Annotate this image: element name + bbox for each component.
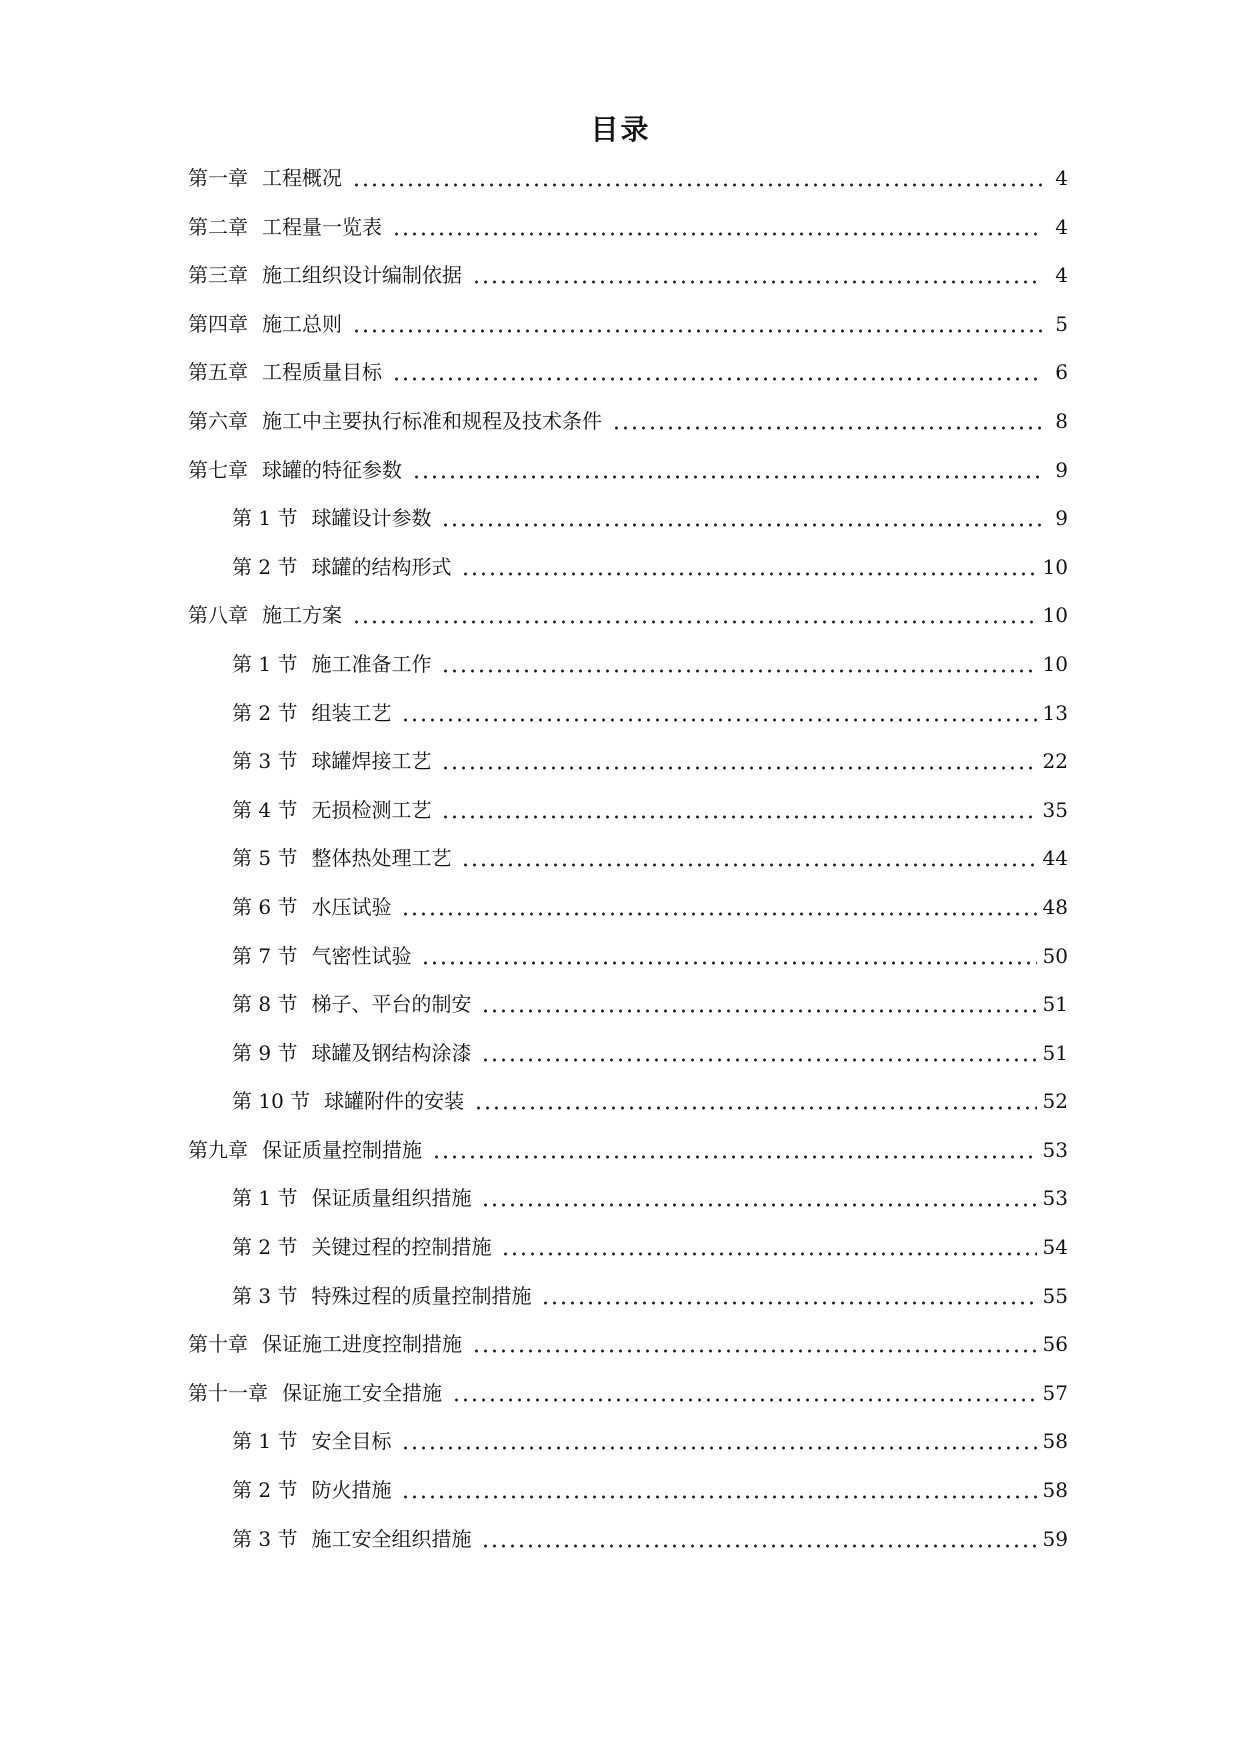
- toc-page-number: 55: [1042, 1283, 1068, 1308]
- toc-dot-leader: [461, 846, 1036, 870]
- toc-entry-title: 保证施工进度控制措施: [262, 1332, 462, 1357]
- toc-page-number: 4: [1055, 166, 1068, 190]
- toc-entry-number: 第 8 节: [232, 992, 298, 1017]
- toc-section-entry[interactable]: [188, 1527, 1068, 1576]
- toc-page-number: 50: [1042, 943, 1068, 968]
- toc-chapter-entry[interactable]: [188, 166, 1068, 215]
- toc-entry-number: 第 4 节: [232, 797, 298, 822]
- toc-dot-leader: [392, 215, 1042, 239]
- toc-entry-number: 第 3 节: [232, 1283, 298, 1308]
- toc-section-entry[interactable]: [188, 798, 1068, 847]
- toc-section-entry[interactable]: [188, 992, 1068, 1041]
- toc-entry-number: 第二章: [188, 214, 248, 239]
- toc-section-entry[interactable]: [188, 506, 1068, 555]
- toc-section-entry[interactable]: [188, 1284, 1068, 1333]
- toc-entry-number: 第七章: [188, 457, 248, 482]
- toc-list: [188, 166, 1068, 1575]
- toc-section-entry[interactable]: [188, 846, 1068, 895]
- toc-entry-number: 第 1 节: [232, 651, 298, 676]
- toc-entry-number: 第 7 节: [232, 943, 298, 968]
- toc-entry-title: 球罐及钢结构涂漆: [311, 1040, 472, 1065]
- toc-dot-leader: [441, 652, 1036, 676]
- toc-entry-number: 第一章: [188, 166, 248, 190]
- toc-entry-title: 球罐的结构形式: [311, 554, 452, 579]
- toc-entry-title: 施工中主要执行标准和规程及技术条件: [262, 408, 602, 433]
- toc-dot-leader: [441, 506, 1042, 530]
- toc-dot-leader: [541, 1284, 1036, 1308]
- toc-dot-leader: [352, 312, 1042, 336]
- toc-entry-number: 第八章: [188, 603, 248, 628]
- toc-entry-number: 第 2 节: [232, 1235, 298, 1260]
- toc-dot-leader: [421, 944, 1036, 968]
- toc-page-number: 6: [1055, 360, 1068, 385]
- toc-page-number: 9: [1055, 457, 1068, 482]
- toc-dot-leader: [481, 992, 1036, 1016]
- toc-dot-leader: [401, 701, 1036, 725]
- toc-entry-number: 第 1 节: [232, 1186, 298, 1211]
- toc-page-number: 57: [1042, 1380, 1068, 1405]
- toc-entry-number: 第 1 节: [232, 506, 298, 531]
- toc-page-number: 58: [1042, 1478, 1068, 1503]
- toc-entry-title: 水压试验: [311, 894, 392, 919]
- toc-entry-number: 第 3 节: [232, 1526, 298, 1551]
- toc-entry-number: 第 10 节: [232, 1089, 311, 1114]
- toc-section-entry[interactable]: [188, 1235, 1068, 1284]
- toc-dot-leader: [441, 798, 1036, 822]
- toc-chapter-entry[interactable]: [188, 1381, 1068, 1430]
- toc-section-entry[interactable]: [188, 1089, 1068, 1138]
- toc-entry-title: 球罐附件的安装: [324, 1089, 465, 1114]
- toc-entry-title: 保证质量组织措施: [311, 1186, 472, 1211]
- toc-dot-leader: [612, 409, 1042, 433]
- toc-page-number: 56: [1042, 1332, 1068, 1357]
- toc-entry-title: 施工安全组织措施: [311, 1526, 472, 1551]
- toc-dot-leader: [401, 1478, 1036, 1502]
- toc-entry-number: 第五章: [188, 360, 248, 385]
- toc-chapter-entry[interactable]: [188, 458, 1068, 507]
- toc-entry-number: 第九章: [188, 1137, 248, 1162]
- toc-page-number: 52: [1042, 1089, 1068, 1114]
- toc-entry-number: 第 2 节: [232, 554, 298, 579]
- toc-chapter-entry[interactable]: [188, 1138, 1068, 1187]
- toc-entry-title: 气密性试验: [311, 943, 412, 968]
- toc-entry-number: 第三章: [188, 263, 248, 288]
- toc-chapter-entry[interactable]: [188, 603, 1068, 652]
- toc-entry-title: 施工组织设计编制依据: [262, 263, 462, 288]
- toc-section-entry[interactable]: [188, 1429, 1068, 1478]
- toc-section-entry[interactable]: [188, 652, 1068, 701]
- toc-section-entry[interactable]: [188, 895, 1068, 944]
- toc-dot-leader: [481, 1041, 1036, 1065]
- toc-page-number: 10: [1042, 554, 1068, 579]
- toc-page-number: 51: [1042, 1040, 1068, 1065]
- toc-section-entry[interactable]: [188, 555, 1068, 604]
- toc-section-entry[interactable]: [188, 944, 1068, 993]
- toc-dot-leader: [412, 458, 1042, 482]
- toc-title: 目录: [590, 113, 651, 146]
- toc-entry-number: 第六章: [188, 408, 248, 433]
- toc-page-number: 5: [1055, 311, 1068, 336]
- toc-page-number: 59: [1042, 1526, 1068, 1551]
- toc-page-number: 58: [1042, 1429, 1068, 1454]
- toc-entry-title: 关键过程的控制措施: [311, 1235, 492, 1260]
- toc-chapter-entry[interactable]: [188, 1332, 1068, 1381]
- toc-entry-number: 第十一章: [188, 1380, 268, 1405]
- toc-dot-leader: [441, 749, 1036, 773]
- toc-page-number: 53: [1042, 1137, 1068, 1162]
- toc-dot-leader: [352, 603, 1037, 627]
- toc-section-entry[interactable]: [188, 749, 1068, 798]
- toc-page-number: 48: [1042, 894, 1068, 919]
- toc-entry-number: 第 2 节: [232, 1478, 298, 1503]
- toc-dot-leader: [472, 263, 1042, 287]
- toc-dot-leader: [481, 1527, 1036, 1551]
- toc-entry-number: 第十章: [188, 1332, 248, 1357]
- toc-entry-title: 保证施工安全措施: [282, 1380, 442, 1405]
- toc-entry-number: 第 9 节: [232, 1040, 298, 1065]
- toc-dot-leader: [474, 1089, 1036, 1113]
- toc-dot-leader: [481, 1186, 1036, 1210]
- toc-page-number: 9: [1055, 506, 1068, 531]
- toc-entry-title: 防火措施: [311, 1478, 392, 1503]
- toc-entry-title: 梯子、平台的制安: [311, 992, 472, 1017]
- toc-page-number: 51: [1042, 992, 1068, 1017]
- toc-page-number: 4: [1055, 214, 1068, 239]
- toc-section-entry[interactable]: [188, 1041, 1068, 1090]
- toc-entry-number: 第四章: [188, 311, 248, 336]
- toc-entry-title: 施工准备工作: [311, 651, 432, 676]
- toc-entry-number: 第 2 节: [232, 700, 298, 725]
- toc-entry-title: 工程质量目标: [262, 360, 382, 385]
- toc-dot-leader: [392, 360, 1042, 384]
- toc-page-number: 35: [1042, 797, 1068, 822]
- toc-section-entry[interactable]: [188, 1186, 1068, 1235]
- toc-entry-number: 第 3 节: [232, 749, 298, 774]
- toc-entry-number: 第 6 节: [232, 894, 298, 919]
- toc-entry-title: 施工方案: [262, 603, 342, 628]
- toc-entry-title: 球罐焊接工艺: [311, 749, 432, 774]
- toc-page-number: 13: [1042, 700, 1068, 725]
- toc-dot-leader: [352, 166, 1042, 190]
- toc-dot-leader: [432, 1138, 1037, 1162]
- toc-page-number: 54: [1042, 1235, 1068, 1260]
- toc-entry-title: 球罐的特征参数: [262, 457, 402, 482]
- toc-entry-title: 组装工艺: [311, 700, 392, 725]
- toc-chapter-entry[interactable]: [188, 263, 1068, 312]
- toc-page-number: 4: [1055, 263, 1068, 288]
- toc-dot-leader: [401, 895, 1036, 919]
- toc-entry-number: 第 1 节: [232, 1429, 298, 1454]
- toc-page-number: 10: [1042, 603, 1068, 628]
- toc-page-number: 53: [1042, 1186, 1068, 1211]
- toc-section-entry[interactable]: [188, 1478, 1068, 1527]
- toc-section-entry[interactable]: [188, 701, 1068, 750]
- toc-entry-title: 无损检测工艺: [311, 797, 432, 822]
- toc-chapter-entry[interactable]: [188, 360, 1068, 409]
- toc-entry-title: 安全目标: [311, 1429, 392, 1454]
- toc-page-number: 44: [1042, 846, 1068, 871]
- toc-dot-leader: [461, 555, 1036, 579]
- toc-entry-title: 整体热处理工艺: [311, 846, 452, 871]
- toc-dot-leader: [472, 1332, 1037, 1356]
- toc-entry-title: 工程概况: [262, 166, 342, 190]
- toc-chapter-entry[interactable]: [188, 215, 1068, 264]
- toc-entry-title: 球罐设计参数: [311, 506, 432, 531]
- toc-dot-leader: [501, 1235, 1036, 1259]
- toc-entry-title: 工程量一览表: [262, 214, 382, 239]
- toc-chapter-entry[interactable]: [188, 312, 1068, 361]
- toc-entry-title: 特殊过程的质量控制措施: [311, 1283, 532, 1308]
- toc-page-number: 22: [1042, 749, 1068, 774]
- toc-entry-title: 施工总则: [262, 311, 342, 336]
- toc-chapter-entry[interactable]: [188, 409, 1068, 458]
- toc-entry-number: 第 5 节: [232, 846, 298, 871]
- toc-dot-leader: [452, 1381, 1037, 1405]
- toc-page-number: 8: [1055, 408, 1068, 433]
- toc-entry-title: 保证质量控制措施: [262, 1137, 422, 1162]
- toc-dot-leader: [401, 1429, 1036, 1453]
- toc-page-number: 10: [1042, 651, 1068, 676]
